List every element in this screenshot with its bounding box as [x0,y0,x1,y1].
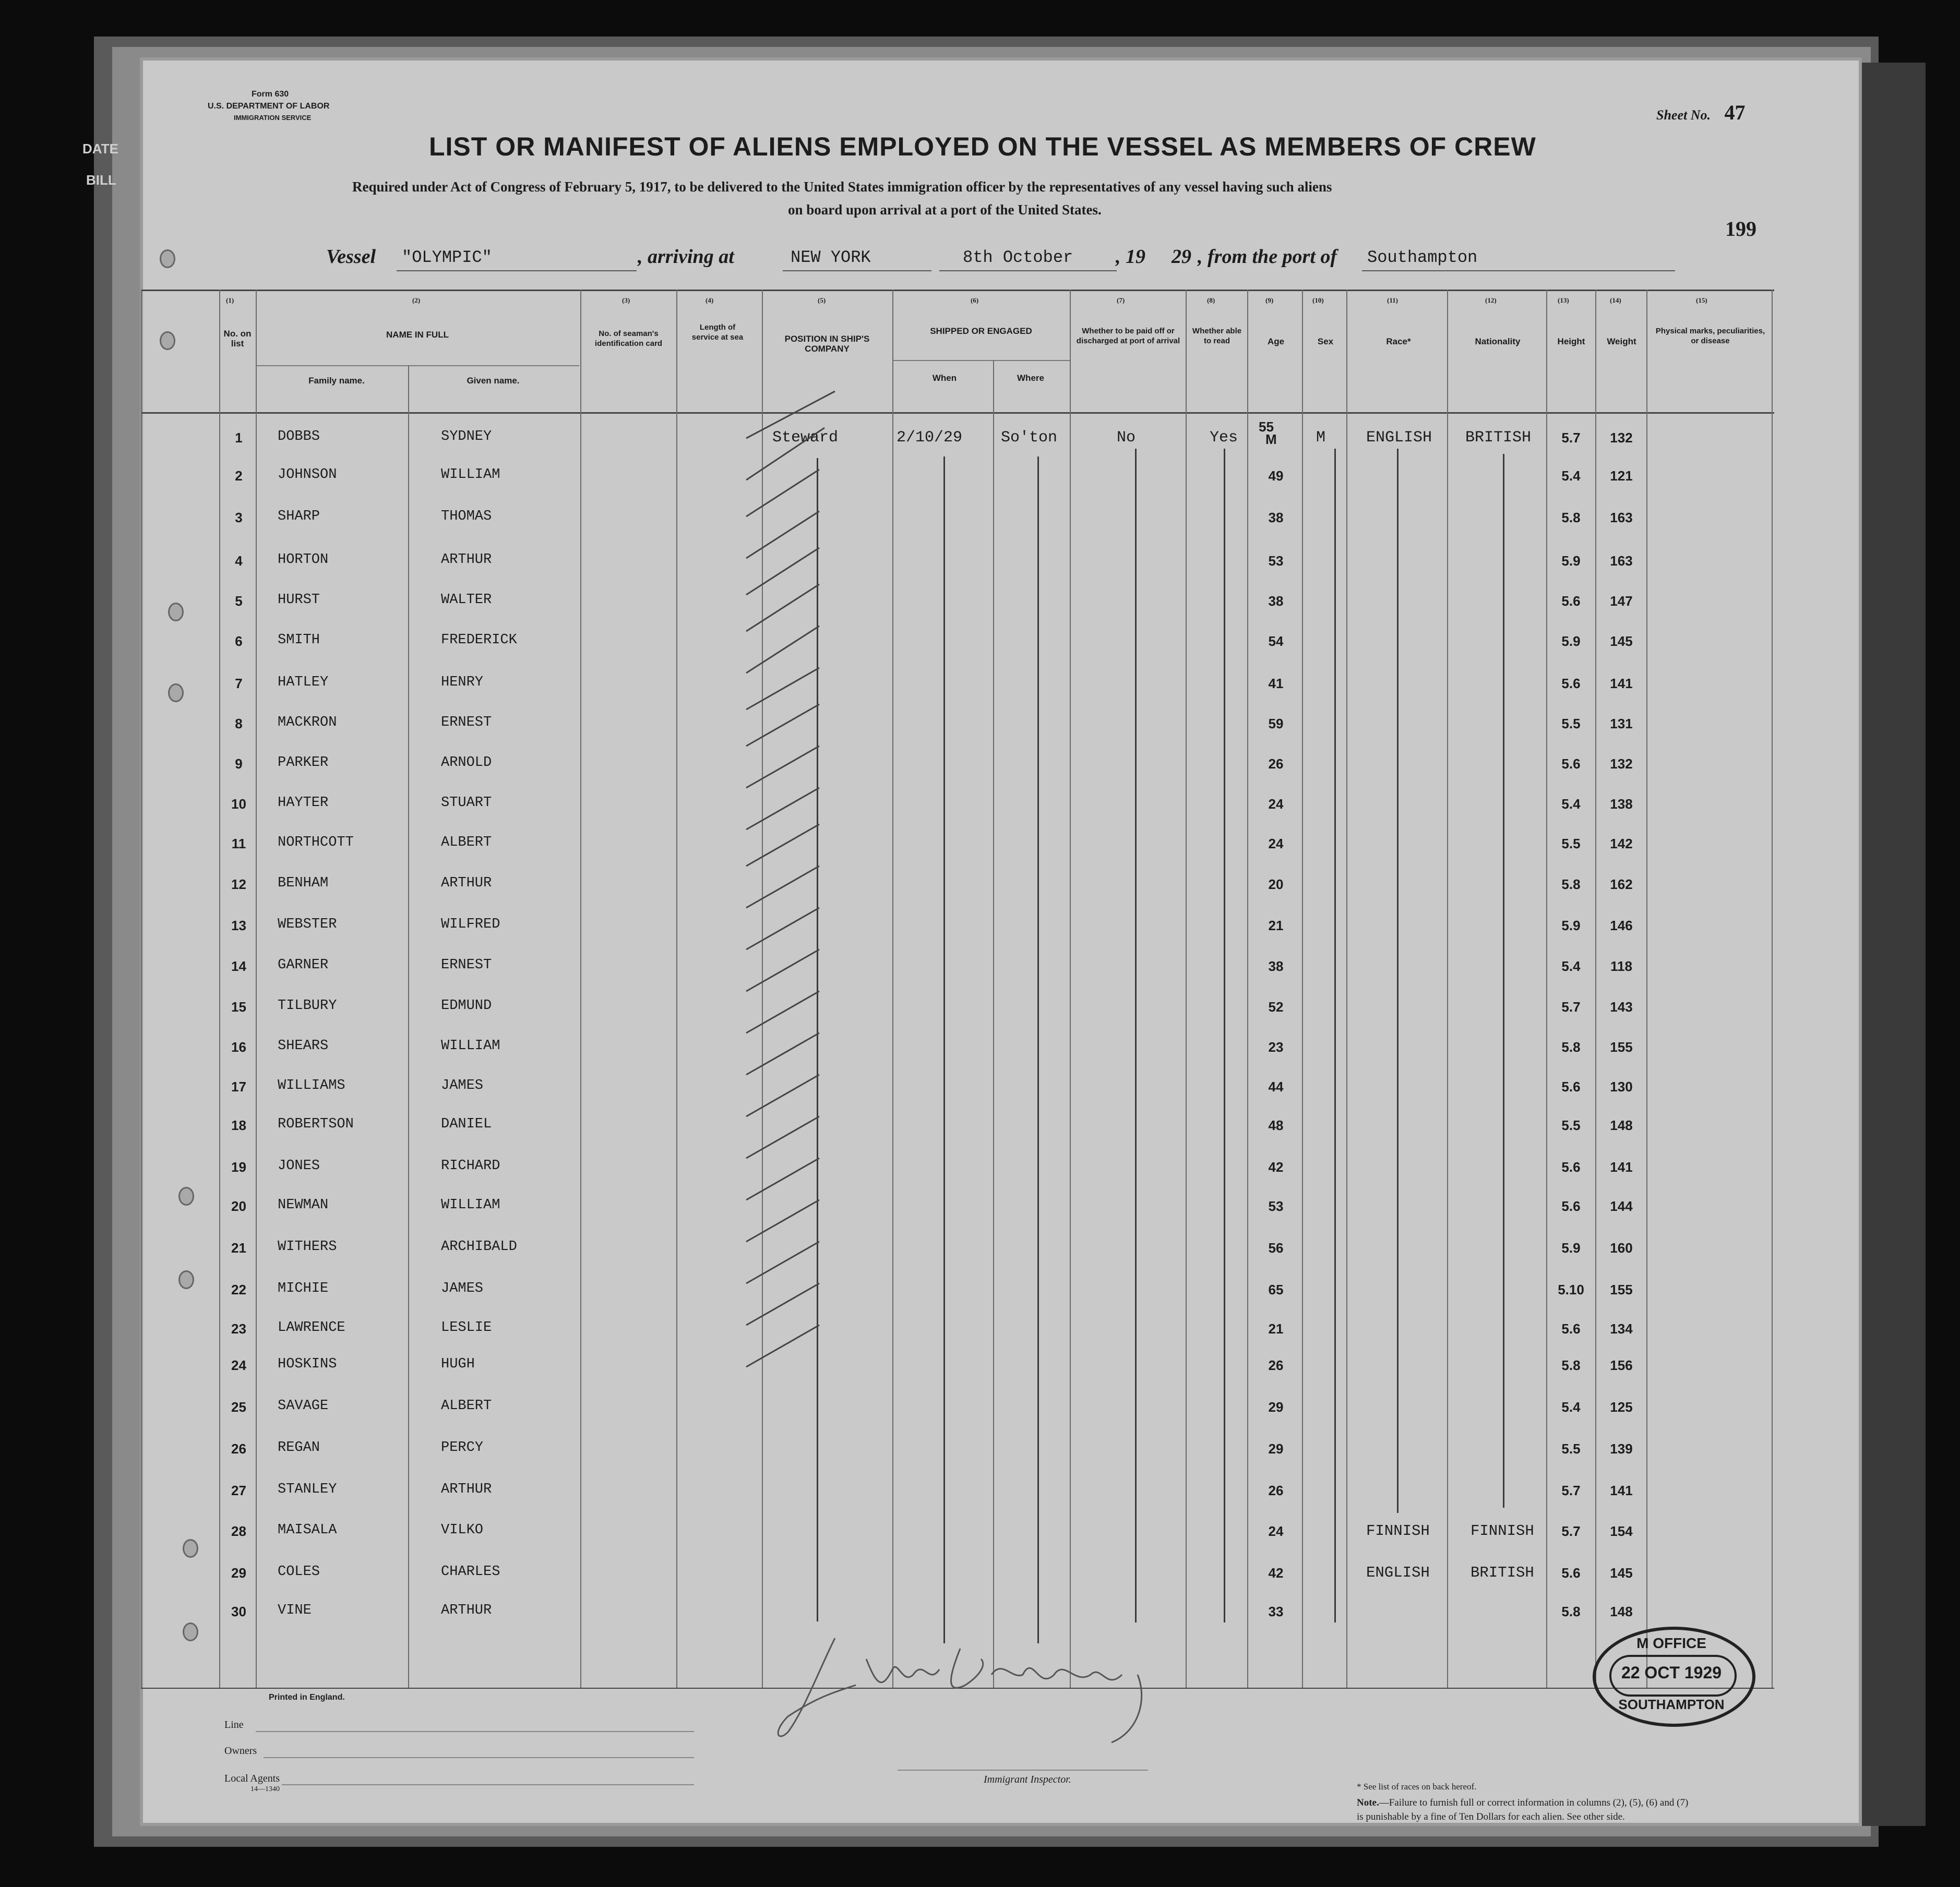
crew-height: 5.8 [1561,1357,1581,1373]
crew-family-name: NEWMAN [278,1197,329,1213]
crew-height: 5.9 [1561,1240,1581,1256]
crew-no: 19 [231,1159,246,1175]
stamp-bottom: SOUTHAMPTON [1618,1697,1725,1712]
col2-num: (2) [412,296,421,304]
col2-label: NAME IN FULL [386,330,449,340]
crew-family-name: HATLEY [278,675,329,690]
crew-height: 5.9 [1561,633,1581,649]
crew-given-name: WILLIAM [441,467,500,483]
crew-height: 5.5 [1561,1117,1581,1133]
subtitle-line-1: Required under Act of Congress of February 5, 1917, to be delivered to the United States immigration officer by the representatives of any vessel having such aliens [352,179,1332,195]
crew-height: 5.5 [1561,1441,1581,1457]
ditto-line-read [1224,449,1225,1622]
row1-paid-off: No [1117,429,1136,447]
crew-height: 5.6 [1561,756,1581,772]
crew-no: 4 [235,553,243,569]
col1-label: No. on list [223,329,252,348]
crew-no: 2 [235,468,243,484]
crew-nationality: FINNISH [1471,1522,1534,1540]
from-port-label: , from the port of [1198,246,1337,268]
crew-height: 5.6 [1561,593,1581,609]
col15-label: Physical marks, peculiarities, or disease [1655,327,1765,345]
service: IMMIGRATION SERVICE [234,114,312,122]
crew-height: 5.8 [1561,1604,1581,1619]
col10-label: Sex [1317,336,1334,346]
sheet-label: Sheet No. [1656,107,1711,123]
crew-family-name: ROBERTSON [278,1116,354,1132]
races-note: * See list of races on back hereof. [1357,1782,1477,1792]
crew-given-name: ALBERT [441,835,492,850]
binder-hole [183,1622,198,1641]
col4-label: Length of service at sea [691,323,744,342]
crew-family-name: WITHERS [278,1239,337,1255]
crew-given-name: JAMES [441,1078,484,1093]
crew-family-name: PARKER [278,755,329,771]
crew-weight: 131 [1610,716,1633,731]
crew-family-name: SHEARS [278,1038,329,1054]
crew-no: 16 [231,1039,246,1055]
crew-given-name: WILLIAM [441,1197,500,1213]
crew-no: 25 [231,1399,246,1415]
col14-label: Weight [1607,336,1636,346]
crew-given-name: WILFRED [441,917,500,932]
departure-port: Southampton [1367,248,1478,267]
crew-given-name: JAMES [441,1281,484,1296]
col4-num: (4) [706,296,714,304]
crew-given-name: ARTHUR [441,875,492,891]
crew-no: 24 [231,1357,246,1373]
col6-num: (6) [971,296,979,304]
col6-where: Where [1017,373,1044,383]
document-title: LIST OR MANIFEST OF ALIENS EMPLOYED ON THE VESSEL AS MEMBERS OF CREW [429,132,1536,161]
col13-num: (13) [1558,296,1569,304]
crew-age: 24 [1268,1523,1284,1539]
crew-family-name: HOSKINS [278,1356,337,1372]
crew-weight: 130 [1610,1079,1633,1095]
crew-age: 38 [1268,958,1284,974]
crew-given-name: HUGH [441,1356,475,1372]
crew-age: 33 [1268,1604,1284,1619]
crew-race: FINNISH [1366,1522,1430,1540]
col11-num: (11) [1387,296,1398,304]
crew-age: 65 [1268,1282,1284,1297]
crew-family-name: TILBURY [278,998,337,1014]
crew-height: 5.8 [1561,510,1581,525]
crew-no: 23 [231,1321,246,1337]
crew-no: 27 [231,1483,246,1498]
penalty-note-2: is punishable by a fine of Ten Dollars for each alien. See other side. [1357,1811,1625,1822]
crew-no: 29 [231,1565,246,1581]
sheet-number: 47 [1724,101,1746,124]
crew-no: 5 [235,593,243,609]
crew-age: 53 [1268,553,1284,569]
ditto-line-when [943,456,945,1643]
crew-weight: 132 [1610,756,1633,772]
crew-family-name: MICHIE [278,1281,329,1296]
crew-weight: 121 [1610,468,1633,484]
crew-no: 20 [231,1198,246,1214]
crew-given-name: ALBERT [441,1398,492,1414]
crew-given-name: ARTHUR [441,1482,492,1497]
crew-no: 18 [231,1117,246,1133]
crew-age: 29 [1268,1399,1284,1415]
crew-age: 59 [1268,716,1284,731]
col15-num: (15) [1696,296,1707,304]
crew-family-name: COLES [278,1564,320,1580]
col5-label: POSITION IN SHIP'S COMPANY [784,334,870,354]
crew-no: 7 [235,676,243,691]
crew-given-name: ARTHUR [441,552,492,568]
crew-family-name: SHARP [278,509,320,524]
crew-age: 26 [1268,756,1284,772]
crew-given-name: WILLIAM [441,1038,500,1054]
footer-agents: Local Agents [224,1773,280,1784]
side-label-date: DATE [82,141,118,157]
crew-height: 5.8 [1561,1039,1581,1055]
crew-age: 24 [1268,796,1284,812]
crew-age: 38 [1268,593,1284,609]
printed-in: Printed in England. [269,1693,345,1702]
crew-weight: 163 [1610,553,1633,569]
binder-hole [178,1270,194,1289]
sheet-number-label [1656,100,1746,125]
crew-weight: 125 [1610,1399,1633,1415]
crew-nationality: BRITISH [1471,1564,1534,1581]
crew-age: 48 [1268,1117,1284,1133]
crew-age: 41 [1268,676,1284,691]
crew-height: 5.4 [1561,796,1581,812]
arriving-label: , arriving at [638,246,734,268]
row1-sex: M [1316,429,1326,447]
form-number: Form 630 [252,90,289,99]
department: U.S. DEPARTMENT OF LABOR [208,102,330,111]
row1-age-overwrite: 55 [1259,419,1274,435]
crew-given-name: CHARLES [441,1564,500,1580]
col9-num: (9) [1265,296,1274,304]
crew-weight: 144 [1610,1198,1633,1214]
crew-family-name: HURST [278,592,320,608]
crew-height: 5.6 [1561,1159,1581,1175]
crew-weight: 118 [1610,958,1632,974]
crew-age: 23 [1268,1039,1284,1055]
crew-race: ENGLISH [1366,1564,1430,1581]
crew-height: 5.6 [1561,1565,1581,1581]
crew-height: 5.5 [1561,716,1581,731]
crew-height: 5.9 [1561,918,1581,933]
crew-given-name: ERNEST [441,715,492,730]
crew-no: 30 [231,1604,246,1619]
crew-weight: 148 [1610,1117,1633,1133]
col3-num: (3) [622,296,630,304]
crew-no: 26 [231,1441,246,1457]
crew-age: 29 [1268,1441,1284,1457]
col6-when: When [932,373,957,383]
crew-no: 6 [235,633,243,649]
crew-family-name: WILLIAMS [278,1078,345,1093]
ditto-line-where [1037,456,1039,1643]
crew-given-name: STUART [441,795,492,811]
note-text-1: —Failure to furnish full or correct information in columns (2), (5), (6) and (7) [1379,1797,1689,1808]
manifest-sheet [140,57,1862,1826]
row1-age-struck: M [1265,431,1277,447]
vessel-name: "OLYMPIC" [402,248,492,267]
ditto-line-race [1397,449,1399,1513]
binder-hole [160,331,175,350]
col8-label: Whether able to read [1192,327,1242,345]
crew-family-name: MAISALA [278,1522,337,1538]
crew-no: 10 [231,796,246,812]
inspector-signature [772,1628,1200,1748]
ditto-line-nationality [1503,454,1504,1508]
crew-given-name: THOMAS [441,509,492,524]
crew-weight: 147 [1610,593,1633,609]
year-prefix: , 19 [1116,246,1145,268]
crew-given-name: SYDNEY [441,429,492,444]
crew-family-name: REGAN [278,1440,320,1456]
crew-weight: 141 [1610,676,1633,691]
row1-read: Yes [1210,429,1238,447]
binder-hole [183,1539,198,1558]
crew-family-name: MACKRON [278,715,337,730]
crew-family-name: SAVAGE [278,1398,329,1414]
crew-weight: 139 [1610,1441,1633,1457]
crew-weight: 148 [1610,1604,1633,1619]
crew-age: 26 [1268,1357,1284,1373]
crew-age: 38 [1268,510,1284,525]
length-of-service-slashes [731,386,887,1638]
stamp-date: 22 OCT 1929 [1621,1663,1722,1682]
crew-age: 52 [1268,999,1284,1015]
crew-height: 5.7 [1561,1483,1581,1498]
crew-given-name: LESLIE [441,1320,492,1336]
crew-height: 5.6 [1561,676,1581,691]
crew-no: 15 [231,999,246,1015]
crew-height: 5.7 [1561,430,1581,446]
col8-num: (8) [1207,296,1215,304]
crew-age: 54 [1268,633,1284,649]
row1-nationality: BRITISH [1465,429,1532,447]
crew-family-name: JOHNSON [278,467,337,483]
crew-family-name: DOBBS [278,429,320,444]
crew-no: 22 [231,1282,246,1297]
crew-weight: 138 [1610,796,1633,812]
crew-family-name: HAYTER [278,795,329,811]
crew-no: 21 [231,1240,246,1256]
col3-label: No. of seaman's identification card [594,329,663,348]
crew-height: 5.4 [1561,958,1581,974]
crew-family-name: STANLEY [278,1482,337,1497]
crew-no: 9 [235,756,243,772]
crew-weight: 155 [1610,1282,1633,1297]
footer-code: 14—1340 [250,1785,280,1793]
crew-given-name: ARTHUR [441,1603,492,1618]
penalty-note-1 [1357,1797,1688,1809]
row1-race: ENGLISH [1366,429,1432,447]
crew-height: 5.10 [1558,1282,1584,1297]
crew-family-name: SMITH [278,632,320,648]
crew-weight: 154 [1610,1523,1633,1539]
crew-no: 14 [231,958,246,974]
crew-age: 56 [1268,1240,1284,1256]
crew-age: 49 [1268,468,1284,484]
footer-line: Line [224,1719,244,1730]
crew-weight: 134 [1610,1321,1633,1337]
crew-family-name: HORTON [278,552,329,568]
crew-weight: 160 [1610,1240,1633,1256]
col10-num: (10) [1312,296,1324,304]
footer-owners: Owners [224,1745,257,1757]
crew-given-name: VILKO [441,1522,484,1538]
crew-height: 5.6 [1561,1321,1581,1337]
crew-no: 1 [235,430,243,446]
crew-weight: 163 [1610,510,1633,525]
col13-label: Height [1557,336,1585,346]
crew-weight: 145 [1610,633,1633,649]
crew-age: 24 [1268,836,1284,851]
page-number: 199 [1725,217,1756,241]
crew-height: 5.6 [1561,1198,1581,1214]
crew-age: 53 [1268,1198,1284,1214]
binder-hole [168,603,184,621]
crew-no: 28 [231,1523,246,1539]
binder-hole [160,249,175,268]
col2-family: Family name. [308,376,365,386]
crew-family-name: WEBSTER [278,917,337,932]
crew-age: 44 [1268,1079,1284,1095]
crew-weight: 155 [1610,1039,1633,1055]
crew-height: 5.4 [1561,1399,1581,1415]
binding-strip [1858,63,1926,1826]
crew-no: 17 [231,1079,246,1095]
crew-weight: 141 [1610,1159,1633,1175]
crew-weight: 141 [1610,1483,1633,1498]
crew-given-name: ARCHIBALD [441,1239,517,1255]
col12-label: Nationality [1475,336,1521,346]
crew-given-name: EDMUND [441,998,492,1014]
crew-age: 21 [1268,1321,1284,1337]
row1-position: Steward [772,429,839,447]
crew-family-name: GARNER [278,957,329,973]
vessel-label: Vessel [326,246,376,268]
col9-label: Age [1267,336,1285,346]
crew-given-name: HENRY [441,675,484,690]
stamp-top: M OFFICE [1636,1635,1706,1651]
crew-age: 42 [1268,1565,1284,1581]
crew-height: 5.8 [1561,876,1581,892]
office-stamp [1593,1627,1755,1727]
crew-no: 8 [235,716,243,731]
col7-num: (7) [1117,296,1125,304]
crew-height: 5.4 [1561,468,1581,484]
row1-where: So'ton [1001,429,1058,447]
crew-family-name: JONES [278,1158,320,1174]
col1-num: (1) [226,296,234,304]
subtitle-line-2: on board upon arrival at a port of the United States. [788,202,1102,218]
crew-weight: 146 [1610,918,1633,933]
crew-given-name: ARNOLD [441,755,492,771]
arrival-date: 8th October [963,248,1073,267]
ditto-line-sex [1334,449,1336,1622]
crew-no: 12 [231,876,246,892]
col5-num: (5) [818,296,826,304]
crew-weight: 162 [1610,876,1633,892]
crew-family-name: NORTHCOTT [278,835,354,850]
col14-num: (14) [1610,296,1621,304]
crew-weight: 132 [1610,430,1633,446]
crew-weight: 145 [1610,1565,1633,1581]
crew-age: 20 [1268,876,1284,892]
col12-num: (12) [1485,296,1497,304]
crew-age: 21 [1268,918,1284,933]
crew-height: 5.7 [1561,1523,1581,1539]
year: 29 [1172,246,1191,268]
crew-given-name: DANIEL [441,1116,492,1132]
crew-given-name: RICHARD [441,1158,500,1174]
crew-height: 5.7 [1561,999,1581,1015]
crew-family-name: BENHAM [278,875,329,891]
crew-given-name: WALTER [441,592,492,608]
crew-given-name: PERCY [441,1440,484,1456]
ditto-line-paid [1135,449,1137,1622]
side-label-bill: BILL [86,172,116,188]
col11-label: Race* [1386,336,1411,346]
crew-height: 5.9 [1561,553,1581,569]
crew-weight: 156 [1610,1357,1633,1373]
crew-height: 5.6 [1561,1079,1581,1095]
crew-weight: 143 [1610,999,1633,1015]
crew-weight: 142 [1610,836,1633,851]
row1-when: 2/10/29 [897,429,963,447]
crew-family-name: VINE [278,1603,312,1618]
crew-age: 26 [1268,1483,1284,1498]
note-label: Note. [1357,1797,1379,1808]
col2-given: Given name. [467,376,520,386]
crew-no: 11 [231,836,246,851]
crew-age: 42 [1268,1159,1284,1175]
crew-no: 3 [235,510,243,525]
binder-hole [168,683,184,702]
binder-hole [178,1187,194,1206]
inspector-label: Immigrant Inspector. [984,1774,1071,1785]
crew-height: 5.5 [1561,836,1581,851]
col7-label: Whether to be paid off or discharged at port of arrival [1076,327,1180,345]
crew-no: 13 [231,918,246,933]
crew-given-name: ERNEST [441,957,492,973]
crew-given-name: FREDERICK [441,632,517,648]
crew-family-name: LAWRENCE [278,1320,345,1336]
arrival-port: NEW YORK [791,248,871,267]
col6-label: SHIPPED OR ENGAGED [930,326,1032,336]
